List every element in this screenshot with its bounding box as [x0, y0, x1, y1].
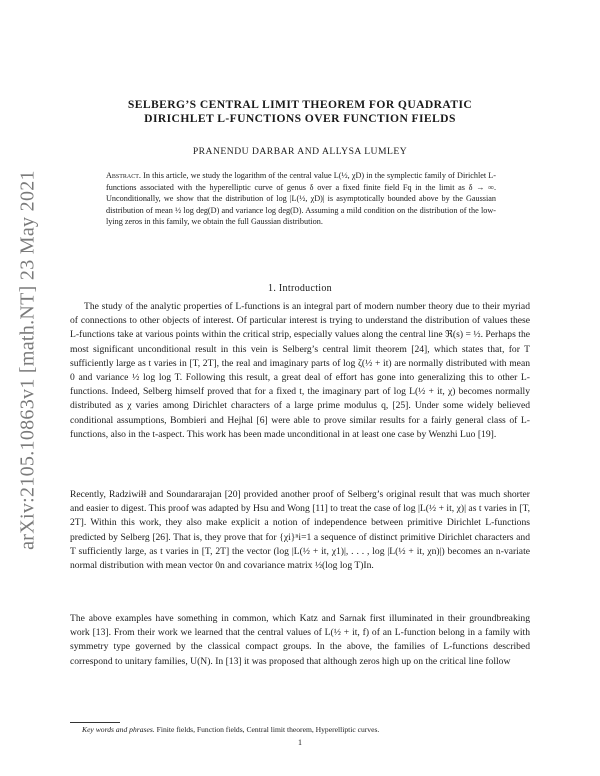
- footnote-label: Key words and phrases.: [82, 725, 155, 734]
- abstract: [106, 170, 496, 228]
- arxiv-stamp: [8, 150, 48, 570]
- authors: PRANENDU DARBAR AND ALLYSA LUMLEY: [192, 146, 408, 157]
- paper-title: [70, 98, 530, 126]
- footnote: [82, 725, 379, 734]
- page-number: 1: [298, 738, 302, 747]
- abstract-label: Abstract.: [106, 171, 141, 180]
- paragraph-3: The above examples have something in common, which Katz and Sarnak first illuminated in their groundbreaking work [13]. From their work we learned that the central values of L(½ + it, f) of an L-function belong in a family with symmetry type governed by the classical compact groups. In the above, the families of L-functions described correspond to unitary families, U(N). In [13] it was proposed that although zeros high up on the critical line follow: [70, 613, 530, 667]
- paragraph-1: The study of the analytic properties of L-functions is an integral part of modern number theory due to their myriad of connections to other objects of interest. Of particular interest is trying to understand the distribution of values these L-functions take at various points within the critical strip, especially values along the central line ℜ(s) = ½. Perhaps the most significant unconditional result in this vein is Selberg’s central limit theorem [24], which states that, for T sufficiently large as t varies in [T, 2T], the real and imaginary parts of log ζ(½ + it) are normally distributed with mean 0 and variance ½ log log T. Following this result, a great deal of effort has gone into generalizing this to other L-functions. Indeed, Selberg himself proved that for a fixed t, the imaginary part of log L(½ + it, χ) becomes normally distributed as χ varies among Dirichlet characters of a large prime modulus q, [25]. Under some widely believed conditional assumptions, Bombieri and Hejhal [6] were able to prove similar results for a fairly general class of L-functions, also in the t-aspect. This work has been made unconditional in at least one case by Wenzhi Luo [19].: [70, 301, 530, 440]
- arxiv-stamp-text: arXiv:2105.10863v1 [math.NT] 23 May 2021: [16, 170, 39, 550]
- footnote-text: Finite fields, Function fields, Central limit theorem, Hyperelliptic curves.: [156, 725, 380, 734]
- section-heading: 1. Introduction: [268, 283, 332, 294]
- title-line-1: SELBERG’S CENTRAL LIMIT THEOREM FOR QUADRATIC: [127, 98, 473, 111]
- paragraph-2: Recently, Radziwiłł and Soundararajan [20] provided another proof of Selberg’s original result that was much shorter and easier to digest. This proof was adapted by Hsu and Wong [11] to treat the case of log |L(½ + it, χ)| as t varies in [T, 2T]. Within this work, they also make explicit a notion of independence between primitive Dirichlet L-functions predicted by Selberg [26]. That is, they prove that for {χi}ⁿi=1 a sequence of distinct primitive Dirichlet characters and T sufficiently large, as t varies in [T, 2T] the vector (log |L(½ + it, χ1)|, . . . , log |L(½ + it, χn)|) becomes an n-variate normal distribution with mean vector 0n and covariance matrix ½(log log T)In.: [70, 489, 530, 572]
- footnote-rule: [70, 722, 120, 723]
- abstract-text: In this article, we study the logarithm of the central value L(½, χD) in the symplectic family of Dirichlet L-functions associated with the hyperelliptic curve of genus δ over a fixed finite field Fq in the limit as δ → ∞. Unconditionally, we show that the distribution of log |L(½, χD)| is asymptotically bounded above by the Gaussian distribution of mean ½ log deg(D) and variance log deg(D). Assuming a mild condition on the distribution of the low-lying zeros in this family, we obtain the full Gaussian distribution.: [106, 171, 497, 227]
- title-line-2: DIRICHLET L-FUNCTIONS OVER FUNCTION FIELDS: [144, 112, 456, 125]
